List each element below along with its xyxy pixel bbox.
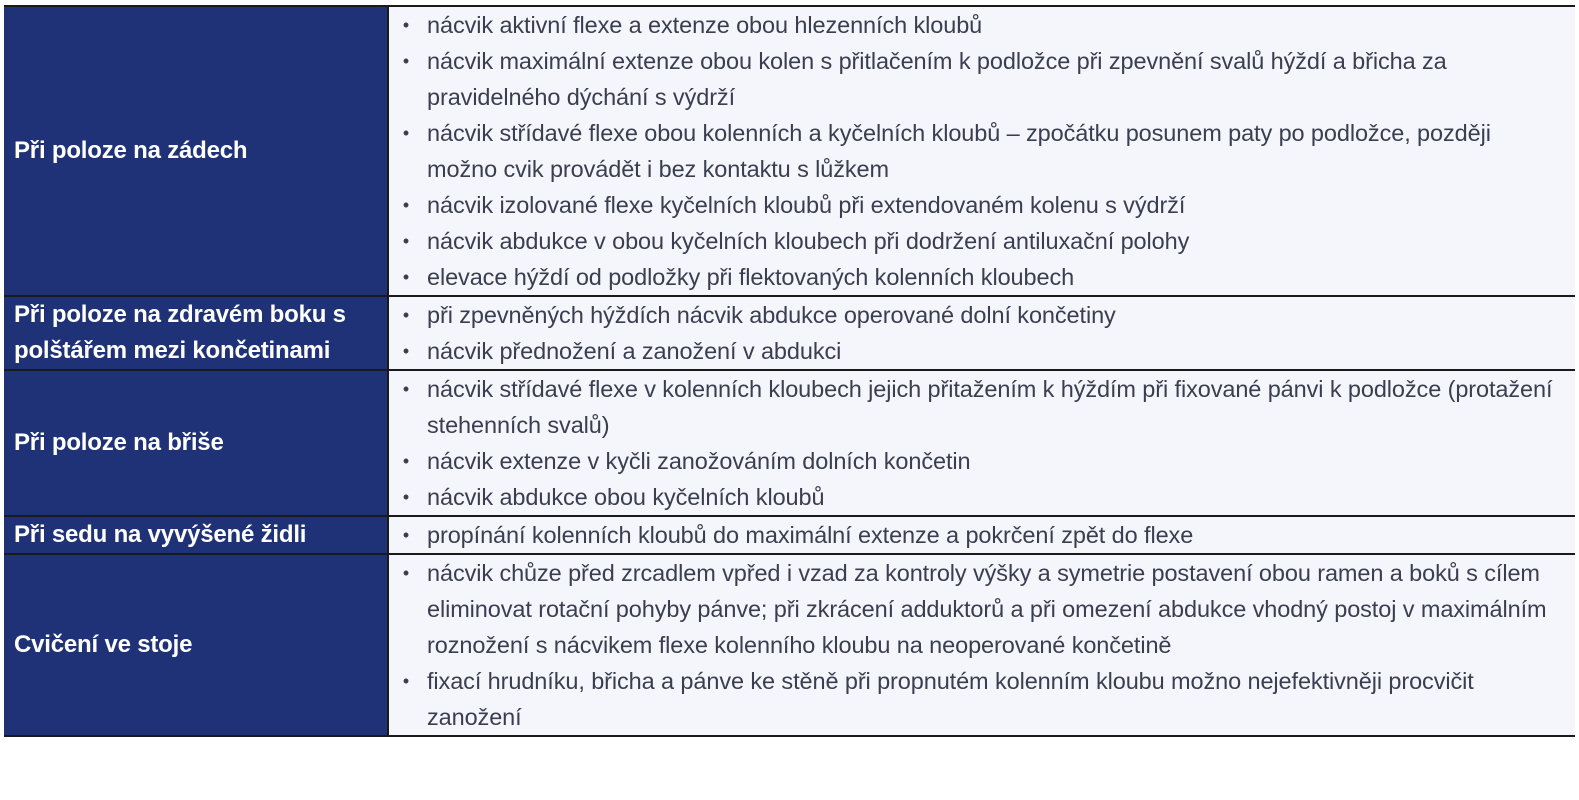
list-item [389,43,1555,115]
list-item [389,259,1555,295]
row-header [4,7,389,295]
bullet-icon: • [402,15,410,35]
bullet-icon: • [402,195,410,215]
table-row-standing [4,553,1575,735]
bullet-icon: • [402,231,410,251]
bullet-icon: • [402,305,410,325]
list-item-text: nácvik střídavé flexe obou kolenních a kyčelních kloubů – zpočátku posunem paty po podložce, později možno cvik provádět i bez kontaktu s lůžkem [427,120,1491,182]
list-item-text: při zpevněných hýždích nácvik abdukce operované dolní končetiny [427,302,1116,328]
list-item-text: nácvik chůze před zrcadlem vpřed i vzad za kontroly výšky a symetrie postavení obou ramen a boků s cílem eliminovat rotační pohyby pánve; při zkrácení adduktorů a při omezení abdukce vhodný postoj v maximálním roznožení s nácvikem flexe kolenního kloubu na neoperované končetině [427,560,1547,658]
bullet-icon: • [402,487,410,507]
row-content [389,555,1575,735]
list-item-text: nácvik abdukce obou kyčelních kloubů [427,484,825,510]
bullet-icon: • [402,451,410,471]
list-item-text: nácvik aktivní flexe a extenze obou hlezenních kloubů [427,12,983,38]
list-item [389,479,1555,515]
bullet-icon: • [402,341,410,361]
bullet-icon: • [402,123,410,143]
row-header-label: Při poloze na zdravém boku s polštářem mezi končetinami [14,301,346,364]
list-item-text: fixací hrudníku, břicha a pánve ke stěně při propnutém kolenním kloubu možno nejefektivněji procvičit zanožení [427,668,1474,730]
list-item [389,371,1555,443]
row-header-label: Při poloze na břiše [14,429,224,456]
row-content [389,297,1575,369]
table-row-sitting [4,515,1575,553]
table-row-side [4,295,1575,369]
list-item-text: nácvik střídavé flexe v kolenních kloubech jejich přitažením k hýždím při fixované pánvi k podložce (protažení stehenních svalů) [427,376,1553,438]
list-item-text: propínání kolenních kloubů do maximální extenze a pokrčení zpět do flexe [427,522,1194,548]
row-header [4,371,389,515]
list-item [389,223,1555,259]
list-item-text: nácvik extenze v kyčli zanožováním dolních končetin [427,448,971,474]
bullet-icon: • [402,379,410,399]
exercise-table [4,5,1575,737]
row-header [4,297,389,369]
table-row-supine [4,7,1575,295]
row-header-label: Při poloze na zádech [14,137,248,164]
bullet-icon: • [402,525,410,545]
list-item-text: nácvik přednožení a zanožení v abdukci [427,338,842,364]
list-item-text: nácvik maximální extenze obou kolen s přitlačením k podložce při zpevnění svalů hýždí a břicha za pravidelného dýchání s výdrží [427,48,1447,110]
list-item [389,517,1555,553]
list-item [389,7,1555,43]
list-item [389,187,1555,223]
list-item [389,663,1555,735]
bullet-icon: • [402,563,410,583]
bullet-icon: • [402,671,410,691]
list-item-text: nácvik izolované flexe kyčelních kloubů při extendovaném kolenu s výdrží [427,192,1186,218]
list-item [389,115,1555,187]
row-content [389,371,1575,515]
list-item-text: elevace hýždí od podložky při flektovaných kolenních kloubech [427,264,1075,290]
row-header-label: Cvičení ve stoje [14,631,193,658]
row-header-label: Při sedu na vyvýšené židli [14,521,307,548]
row-header [4,517,389,553]
list-item [389,555,1555,663]
row-header [4,555,389,735]
list-item [389,297,1555,333]
list-item [389,333,1555,369]
row-content [389,517,1575,553]
bullet-icon: • [402,51,410,71]
row-content [389,7,1575,295]
list-item-text: nácvik abdukce v obou kyčelních kloubech při dodržení antiluxační polohy [427,228,1190,254]
list-item [389,443,1555,479]
bullet-icon: • [402,267,410,287]
table-row-prone [4,369,1575,515]
